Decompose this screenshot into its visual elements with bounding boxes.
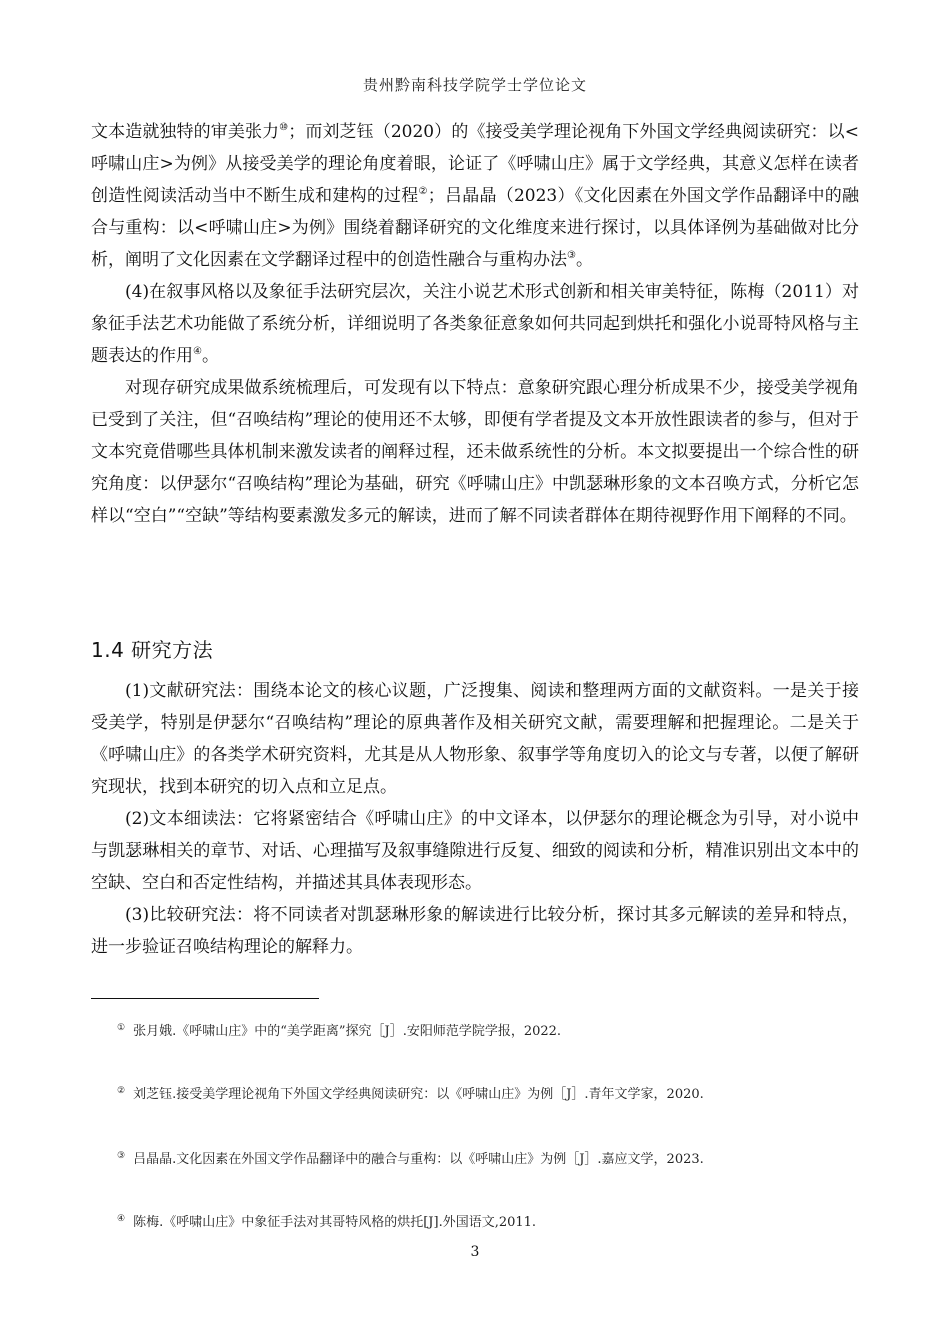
footnote-ref: ③ [567, 250, 576, 261]
footnote-separator [91, 998, 319, 999]
paragraph-2: (4)在叙事风格以及象征手法研究层次，关注小说艺术形式创新和相关审美特征，陈梅（2011）对象征手法艺术功能做了系统分析，详细说明了各类象征意象如何共同起到烘托和强化小说哥特风格与主题表达的作用④。 [91, 282, 859, 366]
method-1: (1)文献研究法：围绕本论文的核心议题，广泛搜集、阅读和整理两方面的文献资料。一是关于接受美学，特别是伊瑟尔“召唤结构”理论的原典著作及相关研究文献，需要理解和把握理论。二是关于《呼啸山庄》的各类学术研究资料，尤其是从人物形象、叙事学等角度切入的论文与专著，以便了解研究现状，找到本研究的切入点和立足点。 [91, 681, 859, 797]
footnote-3: ③ 吕晶晶.文化因素在外国文学作品翻译中的融合与重构：以《呼啸山庄》为例［J］.嘉应文学，2023. [117, 1151, 704, 1167]
footnote-ref: ② [418, 186, 428, 197]
running-header: 贵州黔南科技学院学士学位论文 [362, 76, 587, 94]
methods-body [91, 675, 859, 963]
method-2: (2)文本细读法：它将紧密结合《呼啸山庄》的中文译本，以伊瑟尔的理论概念为引导，对小说中与凯瑟琳相关的章节、对话、心理描写及叙事缝隙进行反复、细致的阅读和分析，精准识别出文本中的空缺、空白和否定性结构，并描述其具体表现形态。 [91, 809, 859, 893]
footnote-4: ④ 陈梅.《呼啸山庄》中象征手法对其哥特风格的烘托[J].外国语文,2011. [117, 1214, 537, 1230]
intro-body [91, 116, 859, 532]
paragraph-3: 对现存研究成果做系统梳理后，可发现有以下特点：意象研究跟心理分析成果不少，接受美学视角已受到了关注，但“召唤结构”理论的使用还不太够，即便有学者提及文本开放性跟读者的参与，但对于文本究竟借哪些具体机制来激发读者的阐释过程，还未做系统性的分析。本文拟要提出一个综合性的研究角度：以伊瑟尔“召唤结构”理论为基础，研究《呼啸山庄》中凯瑟琳形象的文本召唤方式，分析它怎样以“空白”“空缺”等结构要素激发多元的解读，进而了解不同读者群体在期待视野作用下阐释的不同。 [91, 378, 859, 526]
page-number: 3 [470, 1244, 480, 1260]
section-heading: 1.4 研究方法 [91, 638, 214, 662]
footnote-2: ② 刘芝钰.接受美学理论视角下外国文学经典阅读研究：以《呼啸山庄》为例［J］.青年文学家，2020. [117, 1086, 704, 1102]
footnote-ref: ⑩ [279, 122, 289, 133]
footnote-ref: ④ [193, 346, 202, 357]
paragraph-1: 文本造就独特的审美张力⑩；而刘芝钰（2020）的《接受美学理论视角下外国文学经典阅读研究：以<呼啸山庄>为例》从接受美学的理论角度着眼，论证了《呼啸山庄》属于文学经典，其意义怎样在读者创造性阅读活动当中不断生成和建构的过程②；吕晶晶（2023）《文化因素在外国文学作品翻译中的融合与重构：以<呼啸山庄>为例》围绕着翻译研究的文化维度来进行探讨，以具体译例为基础做对比分析，阐明了文化因素在文学翻译过程中的创造性融合与重构办法③。 [91, 122, 860, 270]
footnote-1: ① 张月娥.《呼啸山庄》中的“美学距离”探究［J］.安阳师范学院学报，2022. [117, 1023, 562, 1039]
method-3: (3)比较研究法：将不同读者对凯瑟琳形象的解读进行比较分析，探讨其多元解读的差异和特点，进一步验证召唤结构理论的解释力。 [91, 905, 859, 957]
